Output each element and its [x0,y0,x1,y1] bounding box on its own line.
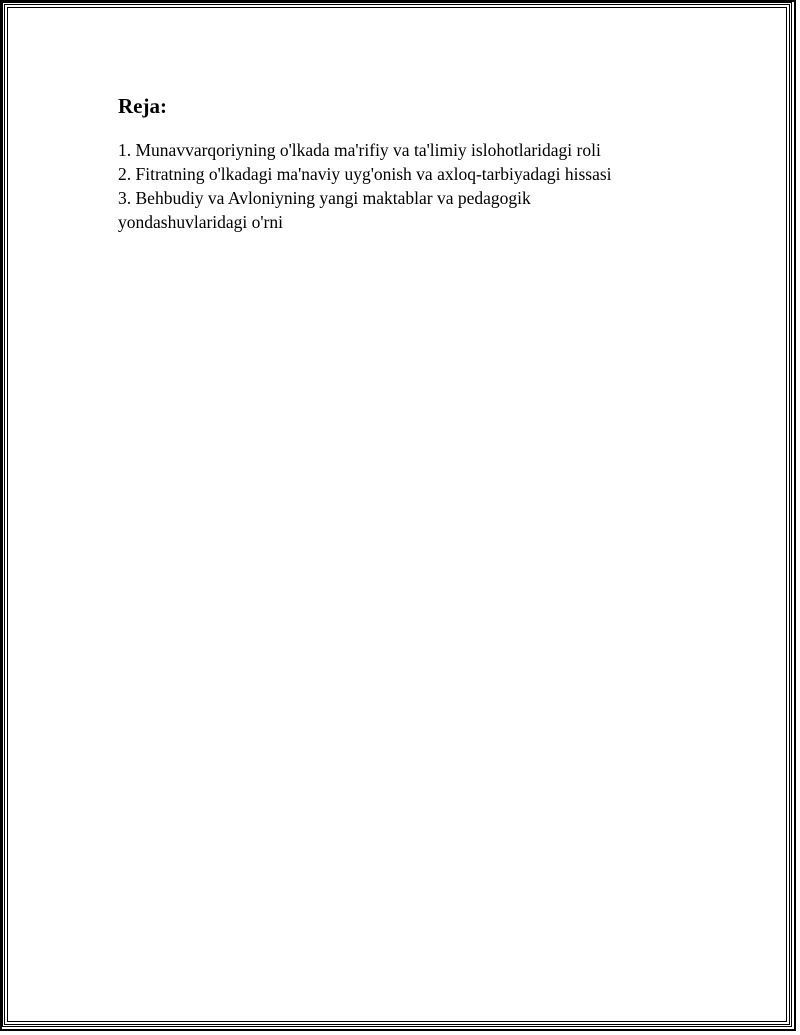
plan-item-1: 1. Munavvarqoriyning o'lkada ma'rifiy va ta'limiy islohotlaridagi roli [118,140,601,160]
plan-item-3: 3. Behbudiy va Avloniyning yangi maktablar va pedagogik yondashuvlaridagi o'rni [118,188,531,232]
plan-heading: Reja: [118,94,167,118]
document-body [118,92,658,234]
plan-list [118,138,658,234]
plan-item-2: 2. Fitratning o'lkadagi ma'naviy uyg'onish va axloq-tarbiyadagi hissasi [118,164,612,184]
